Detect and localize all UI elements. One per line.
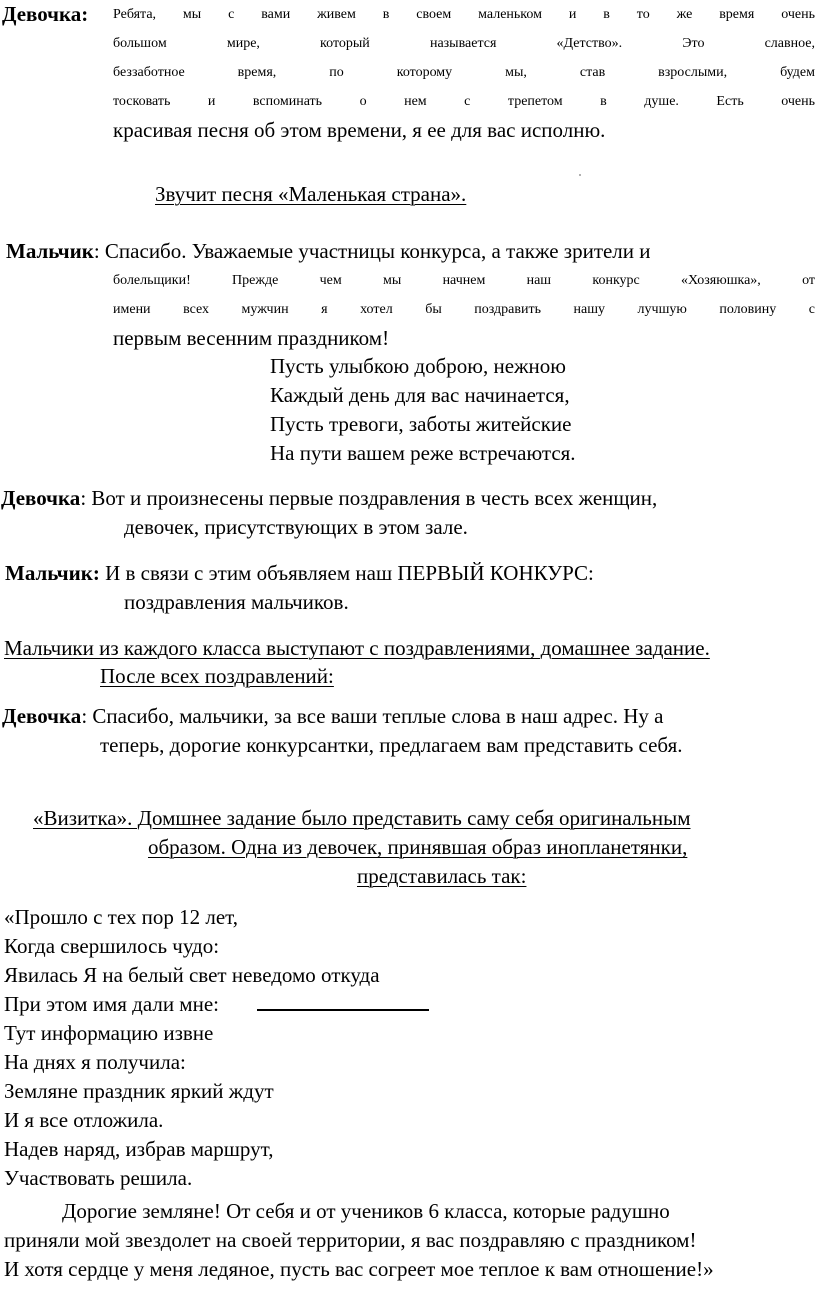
scan-speck	[579, 174, 581, 176]
speech-text: : Спасибо, мальчики, за все ваши теплые слова в наш адрес. Ну а	[81, 704, 664, 728]
verse-line: Тут информацию извне	[4, 1021, 214, 1045]
paragraph-line: болельщики! Прежде чем мы начнем наш конкурс «Хозяюшка», от	[113, 273, 815, 288]
speaker-label-boy: Мальчик	[6, 239, 94, 263]
paragraph-line: имени всех мужчин я хотел бы поздравить нашу лучшую половину с	[113, 302, 815, 317]
poem-line: Каждый день для вас начинается,	[270, 383, 570, 407]
song-note: Звучит песня «Маленькая страна».	[155, 182, 467, 206]
verse-line: При этом имя дали мне:	[4, 992, 219, 1016]
section-heading: представилась так:	[357, 864, 527, 888]
speaker-line	[2, 702, 663, 731]
verse-line: Когда свершилось чудо:	[4, 934, 220, 958]
verse-line: Земляне праздник яркий ждут	[4, 1079, 274, 1103]
paragraph-line: тосковать и вспоминать о нем с трепетом в душе. Есть очень	[113, 94, 815, 109]
speaker-line	[1, 484, 657, 513]
speaker-label-girl: Девочка	[2, 704, 82, 728]
speech-text: И в связи с этим объявляем наш ПЕРВЫЙ КОНКУРС:	[99, 561, 594, 585]
poem-line: Пусть тревоги, заботы житейские	[270, 412, 572, 436]
closing-line: приняли мой звездолет на своей территории, я вас поздравляю с праздником!	[4, 1228, 697, 1252]
speaker-label-girl: Девочка:	[2, 2, 89, 26]
speaker-line	[6, 237, 651, 266]
paragraph-line: большом мире, который называется «Детство». Это славное,	[113, 36, 815, 51]
paragraph-line: теперь, дорогие конкурсантки, предлагаем вам представить себя.	[100, 733, 683, 757]
speaker-line	[5, 559, 594, 588]
poem-line: На пути вашем реже встречаются.	[270, 441, 576, 465]
name-blank-line	[257, 1009, 429, 1011]
verse-line: На днях я получила:	[4, 1050, 186, 1074]
stage-direction: Мальчики из каждого класса выступают с поздравлениями, домашнее задание.	[4, 636, 710, 660]
speech-text: : Спасибо. Уважаемые участницы конкурса, а также зрители и	[93, 239, 651, 263]
paragraph-line: первым весенним праздником!	[113, 326, 390, 350]
paragraph-line: девочек, присутствующих в этом зале.	[124, 515, 468, 539]
speech-text: : Вот и произнесены первые поздравления в честь всех женщин,	[80, 486, 658, 510]
paragraph-line: красивая песня об этом времени, я ее для вас исполню.	[113, 118, 606, 142]
closing-line: Дорогие земляне! От себя и от учеников 6 класса, которые радушно	[62, 1199, 670, 1223]
verse-line: Явилась Я на белый свет неведомо откуда	[4, 963, 380, 987]
verse-line: «Прошло с тех пор 12 лет,	[4, 905, 238, 929]
paragraph-line: поздравления мальчиков.	[124, 590, 349, 614]
section-heading: «Визитка». Домшнее задание было представить саму себя оригинальным	[33, 806, 691, 830]
closing-line: И хотя сердце у меня ледяное, пусть вас согреет мое теплое к вам отношение!»	[4, 1257, 714, 1281]
speaker-label-boy: Мальчик:	[5, 561, 100, 585]
poem-line: Пусть улыбкою доброю, нежною	[270, 354, 566, 378]
verse-line: И я все отложила.	[4, 1108, 164, 1132]
verse-line: Участвовать решила.	[4, 1166, 193, 1190]
speaker-label-girl: Девочка	[1, 486, 81, 510]
stage-direction: После всех поздравлений:	[100, 664, 334, 688]
paragraph-line: беззаботное время, по которому мы, став взрослыми, будем	[113, 65, 815, 80]
verse-line: Надев наряд, избрав маршрут,	[4, 1137, 274, 1161]
paragraph-line: Ребята, мы с вами живем в своем маленьком и в то же время очень	[113, 7, 815, 22]
section-heading: образом. Одна из девочек, принявшая образ инопланетянки,	[148, 835, 688, 859]
